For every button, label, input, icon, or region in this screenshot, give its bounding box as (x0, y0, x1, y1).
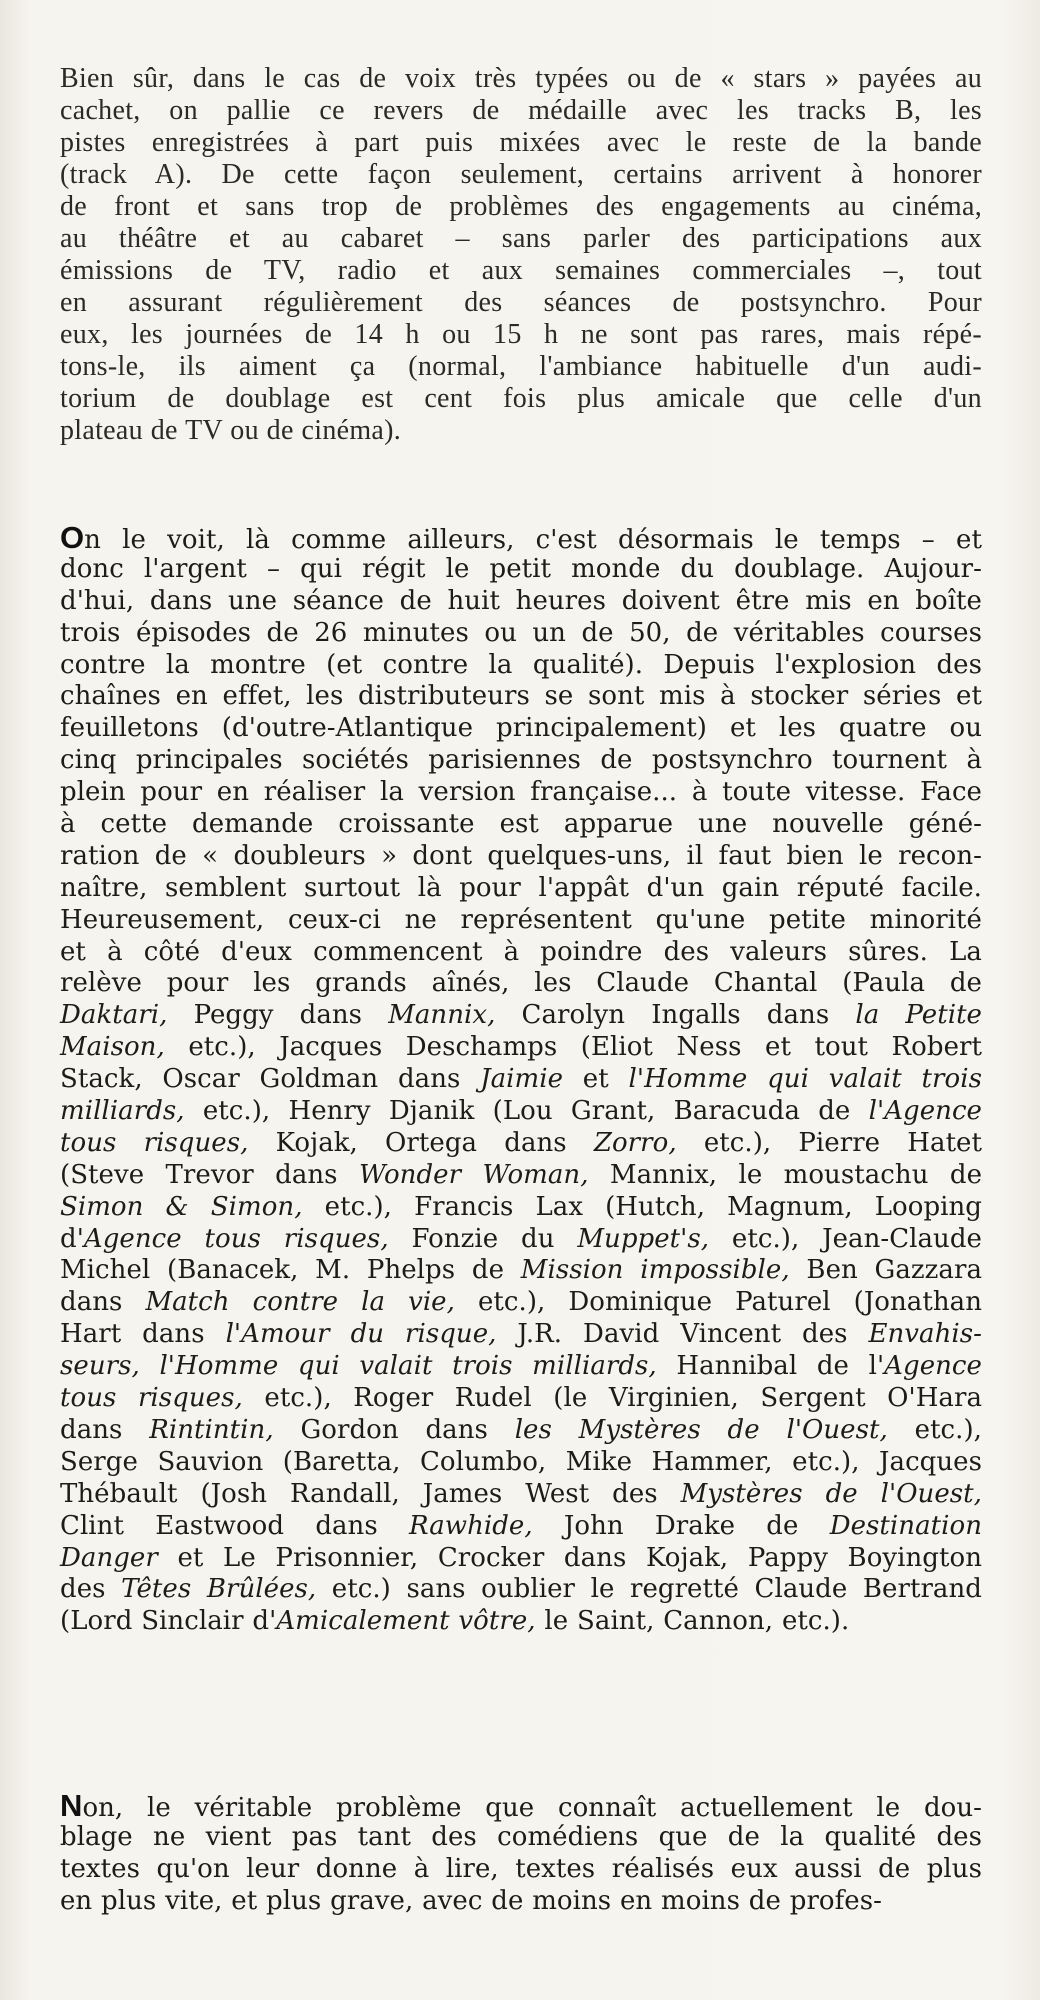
text-line (60, 777, 982, 809)
text-run: etc.), Francis Lax (Hutch, Magnum, Looping (302, 1191, 983, 1222)
text-run: dans (60, 1287, 146, 1318)
paragraph-3 (60, 1790, 982, 1918)
text-run: J.R. David Vincent des (496, 1319, 869, 1350)
text-line (60, 63, 982, 95)
text-run: blage ne vient pas tant des comédiens que de la qualité des (60, 1821, 982, 1852)
text-run: (track A). De cette façon seulement, certains arrivent à honorer (60, 159, 982, 190)
italic-title: Agence (884, 1351, 982, 1382)
text-line (60, 1447, 982, 1479)
italic-title: Match contre la vie, (145, 1287, 455, 1318)
text-run: Fonzie du (388, 1223, 578, 1254)
text-run: de front et sans trop de problèmes des engagements au cinéma, (60, 191, 982, 222)
text-line (60, 522, 982, 554)
paragraph-2 (60, 522, 982, 1638)
italic-title: Rintintin, (149, 1414, 274, 1445)
text-run: Thébault (Josh Randall, James West des (60, 1478, 681, 1509)
text-run: pistes enregistrées à part puis mixées avec le reste de la bande (60, 127, 982, 158)
text-line (60, 1383, 982, 1415)
text-line (60, 1287, 982, 1319)
text-line (60, 383, 982, 415)
text-run: Mannix, le moustachu de (588, 1159, 983, 1190)
drop-cap: N (60, 1788, 83, 1823)
text-line (60, 1415, 982, 1447)
text-run: cinq principales sociétés parisiennes de postsynchro tournent à (60, 745, 982, 776)
text-line (60, 351, 982, 383)
text-line (60, 809, 982, 841)
text-run: naître, semblent surtout là pour l'appât d'un gain réputé facile. (60, 872, 982, 903)
italic-title: Têtes Brûlées, (121, 1574, 317, 1605)
text-line (60, 745, 982, 777)
italic-title: Envahis- (868, 1319, 982, 1350)
italic-title: l'Homme qui valait trois (628, 1064, 982, 1095)
text-run: etc.), (887, 1414, 982, 1445)
text-line (60, 937, 982, 969)
text-run: Ben Gazzara (789, 1255, 982, 1286)
text-run: d' (60, 1223, 84, 1254)
text-run: ration de « doubleurs » dont quelques-uns, il faut bien le recon- (60, 840, 982, 871)
text-line (60, 1606, 982, 1638)
text-run: dans (60, 1414, 150, 1445)
text-line (60, 1224, 982, 1256)
italic-title: Wonder Woman, (358, 1159, 589, 1190)
text-line (60, 1064, 982, 1096)
text-run: des (60, 1574, 122, 1605)
text-run: feuilletons (d'outre-Atlantique principalement) et les quatre ou (60, 713, 982, 744)
text-run: Hart dans (60, 1319, 226, 1350)
text-run: Serge Sauvion (Baretta, Columbo, Mike Hammer, etc.), Jacques (60, 1446, 982, 1477)
text-run: en assurant régulièrement des séances de postsynchro. Pour (60, 287, 982, 318)
text-line (60, 841, 982, 873)
text-line (60, 159, 982, 191)
text-run: etc.) sans oublier le regretté Claude Bertrand (316, 1574, 982, 1605)
text-line (60, 127, 982, 159)
text-run: etc.), Jean-Claude (709, 1223, 982, 1254)
italic-title: Mystères de l'Ouest, (680, 1478, 982, 1509)
text-line (60, 1000, 982, 1032)
text-line (60, 1192, 982, 1224)
text-run: et Le Prisonnier, Crocker dans Kojak, Pappy Boyington (157, 1542, 982, 1573)
italic-title: Muppet's, (577, 1223, 710, 1254)
text-run: relève pour les grands aînés, les Claude Chantal (Paula de (60, 968, 982, 999)
text-line (60, 255, 982, 287)
italic-title: les Mystères de l'Ouest, (514, 1414, 888, 1445)
text-run: émissions de TV, radio et aux semaines commerciales –, tout (60, 255, 982, 286)
text-line (60, 191, 982, 223)
text-run: Peggy dans (167, 1000, 389, 1031)
italic-title: tous risques, (60, 1127, 249, 1158)
text-run: trois épisodes de 26 minutes ou un de 50, de véritables courses (60, 617, 982, 648)
text-line (60, 1574, 982, 1606)
text-line (60, 223, 982, 255)
italic-title: Agence tous risques, (83, 1223, 389, 1254)
text-run: Gordon dans (273, 1414, 515, 1445)
text-run: à cette demande croissante est apparue une nouvelle géné- (60, 809, 982, 840)
text-line (60, 873, 982, 905)
text-run: etc.), Jacques Deschamps (Eliot Ness et tout Robert (164, 1032, 982, 1063)
text-run: etc.), Roger Rudel (le Virginien, Sergent O'Hara (242, 1383, 982, 1414)
text-line (60, 1854, 982, 1886)
text-run: (Lord Sinclair d' (60, 1606, 277, 1637)
text-run: et (563, 1064, 629, 1095)
text-line (60, 1543, 982, 1575)
text-run: etc.), Henry Djanik (Lou Grant, Baracuda de (184, 1096, 869, 1127)
text-run: au théâtre et au cabaret – sans parler des participations aux (60, 223, 982, 254)
text-line (60, 1128, 982, 1160)
text-line (60, 415, 982, 447)
italic-title: tous risques, (60, 1383, 243, 1414)
text-line (60, 905, 982, 937)
text-run: Michel (Banacek, M. Phelps de (60, 1255, 521, 1286)
text-run: Stack, Oscar Goldman dans (60, 1064, 481, 1095)
text-run: eux, les journées de 14 h ou 15 h ne sont pas rares, mais répé- (60, 319, 982, 350)
text-run: Hannibal de l' (656, 1351, 885, 1382)
text-line (60, 1032, 982, 1064)
text-line (60, 1255, 982, 1287)
text-line (60, 713, 982, 745)
text-run: le Saint, Cannon, etc.). (535, 1606, 850, 1637)
italic-title: la Petite (855, 1000, 982, 1031)
text-run: Clint Eastwood dans (60, 1510, 409, 1541)
italic-title: seurs, l'Homme qui valait trois milliards, (60, 1351, 657, 1382)
text-run: plateau de TV ou de cinéma). (60, 415, 402, 446)
text-run: Heureusement, ceux-ci ne représentent qu'une petite minorité (60, 904, 982, 935)
text-run: tons-le, ils aiment ça (normal, l'ambiance habituelle d'un audi- (60, 351, 982, 382)
italic-title: Simon & Simon, (60, 1191, 303, 1222)
text-line (60, 968, 982, 1000)
text-run: John Drake de (532, 1510, 830, 1541)
text-line (60, 95, 982, 127)
text-line (60, 1319, 982, 1351)
text-run: etc.), Dominique Paturel (Jonathan (454, 1287, 982, 1318)
text-run: chaînes en effet, les distributeurs se sont mis à stocker séries et (60, 681, 982, 712)
text-line (60, 1479, 982, 1511)
text-run: et à côté d'eux commencent à poindre des valeurs sûres. La (60, 936, 982, 967)
text-line (60, 618, 982, 650)
text-line (60, 1822, 982, 1854)
italic-title: milliards, (60, 1096, 185, 1127)
text-run: Kojak, Ortega dans (248, 1127, 594, 1158)
text-line (60, 650, 982, 682)
text-line (60, 1351, 982, 1383)
text-run: en plus vite, et plus grave, avec de moins en moins de profes- (60, 1885, 882, 1916)
italic-title: l'Agence (868, 1096, 982, 1127)
text-run: etc.), Pierre Hatet (676, 1127, 982, 1158)
drop-cap: O (60, 520, 85, 555)
text-line (60, 319, 982, 351)
italic-title: Zorro, (593, 1127, 677, 1158)
text-line (60, 554, 982, 586)
text-line (60, 1160, 982, 1192)
text-run: textes qu'on leur donne à lire, textes réalisés eux aussi de plus (60, 1853, 982, 1884)
text-run: (Steve Trevor dans (60, 1159, 359, 1190)
italic-title: Mannix, (388, 1000, 496, 1031)
text-run: d'hui, dans une séance de huit heures doivent être mis en boîte (60, 585, 982, 616)
text-line (60, 586, 982, 618)
text-line (60, 681, 982, 713)
text-run: contre la montre (et contre la qualité). Depuis l'explosion des (60, 649, 982, 680)
text-line (60, 1886, 982, 1918)
italic-title: Danger (60, 1542, 158, 1573)
text-run: plein pour en réaliser la version française... à toute vitesse. Face (60, 777, 982, 808)
italic-title: Rawhide, (408, 1510, 533, 1541)
text-line (60, 287, 982, 319)
italic-title: Jaimie (480, 1064, 564, 1095)
italic-title: Destination (829, 1510, 982, 1541)
text-line (60, 1096, 982, 1128)
text-run: n le voit, là comme ailleurs, c'est désormais le temps – et (84, 525, 982, 555)
text-run: on, le véritable problème que connaît actuellement le dou- (82, 1793, 982, 1823)
paragraph-1 (60, 63, 982, 447)
italic-title: l'Amour du risque, (225, 1319, 497, 1350)
text-run: Carolyn Ingalls dans (495, 1000, 856, 1031)
italic-title: Amicalement vôtre, (276, 1606, 536, 1637)
italic-title: Daktari, (60, 1000, 168, 1031)
text-run: donc l'argent – qui régit le petit monde du doublage. Aujour- (60, 553, 982, 584)
text-run: cachet, on pallie ce revers de médaille avec les tracks B, les (60, 95, 982, 126)
text-line (60, 1511, 982, 1543)
italic-title: Maison, (60, 1032, 165, 1063)
italic-title: Mission impossible, (520, 1255, 790, 1286)
text-run: Bien sûr, dans le cas de voix très typées ou de « stars » payées au (60, 63, 982, 94)
text-run: torium de doublage est cent fois plus amicale que celle d'un (60, 383, 982, 414)
text-line (60, 1790, 982, 1822)
